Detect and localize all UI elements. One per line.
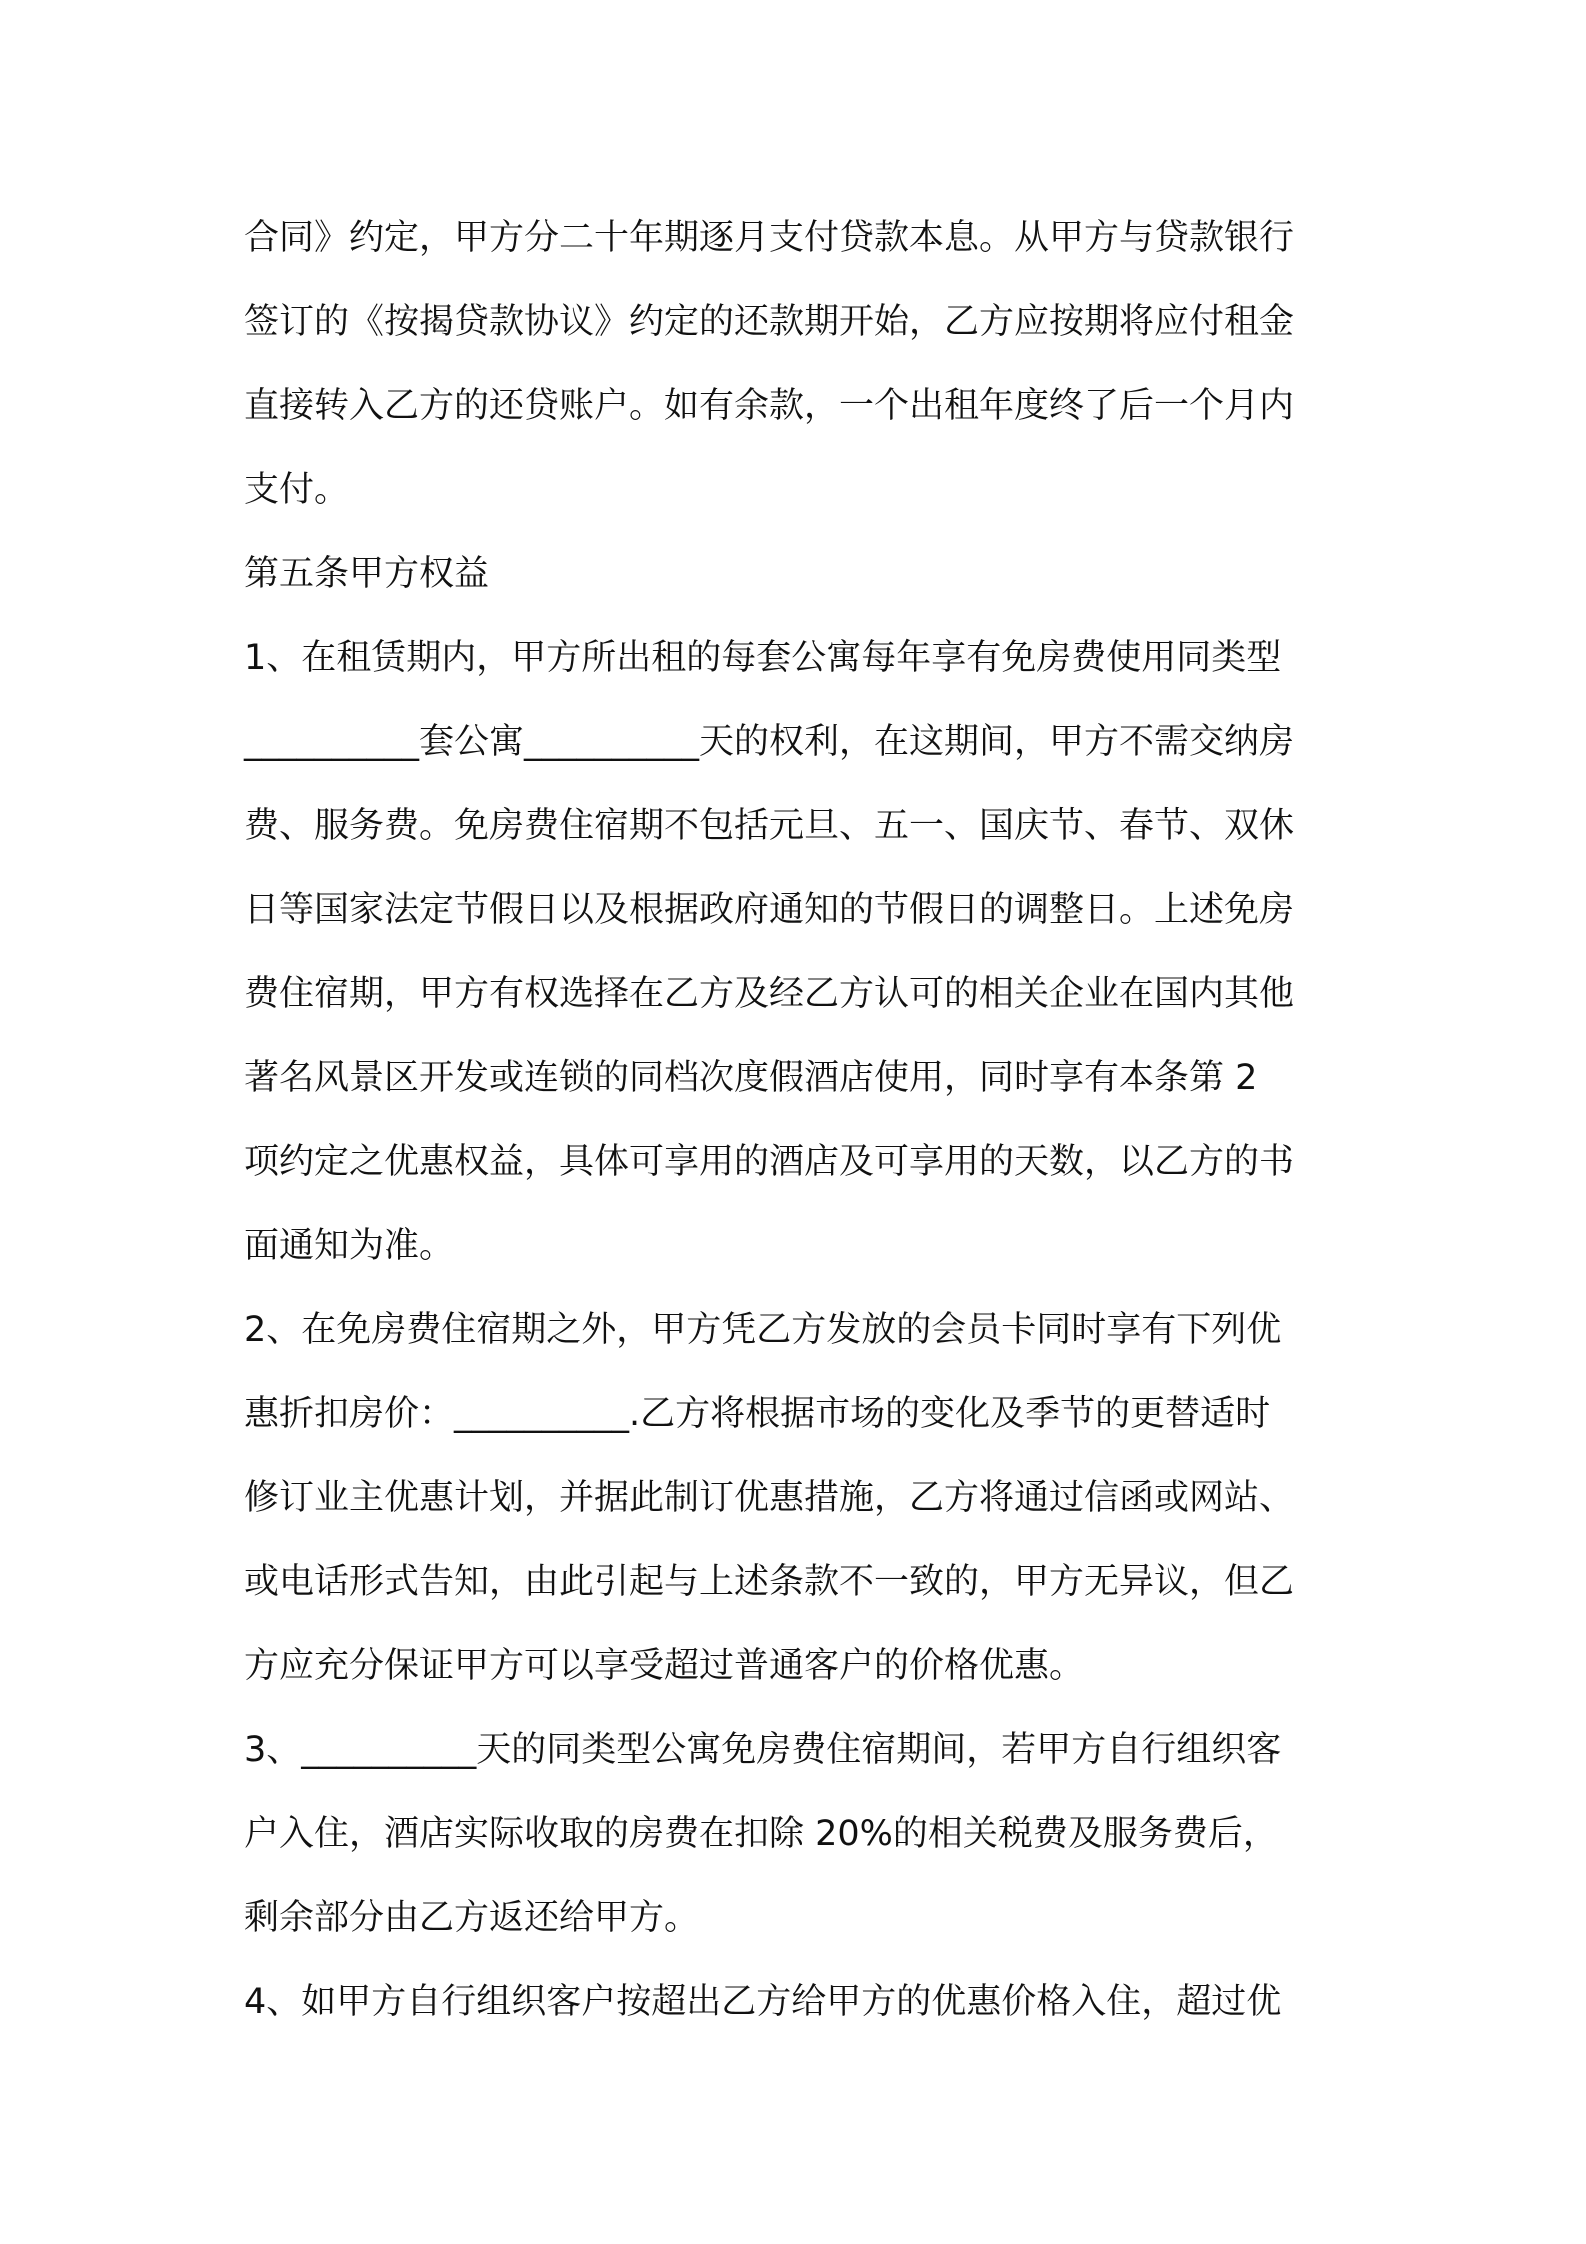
text-line-13: 面通知为准。 bbox=[244, 1226, 455, 1266]
text-line-22: 4、如甲方自行组织客户按超出乙方给甲方的优惠价格入住，超过优 bbox=[244, 1982, 1282, 2022]
text-line-4: 支付。 bbox=[244, 470, 350, 510]
text-line-16: 修订业主优惠计划，并据此制订优惠措施，乙方将通过信函或网站、 bbox=[244, 1478, 1295, 1518]
text-line-9: 日等国家法定节假日以及根据政府通知的节假日的调整日。上述免房 bbox=[244, 890, 1295, 930]
text-line-8: 费、服务费。免房费住宿期不包括元旦、五一、国庆节、春节、双休 bbox=[244, 806, 1295, 846]
text-line-6: 1、在租赁期内，甲方所出租的每套公寓每年享有免房费使用同类型 bbox=[244, 638, 1282, 678]
text-line-12: 项约定之优惠权益，具体可享用的酒店及可享用的天数，以乙方的书 bbox=[244, 1142, 1295, 1182]
text-line-7: __________套公寓__________天的权利，在这期间，甲方不需交纳房 bbox=[244, 722, 1295, 762]
text-line-21: 剩余部分由乙方返还给甲方。 bbox=[244, 1898, 700, 1938]
text-line-14: 2、在免房费住宿期之外，甲方凭乙方发放的会员卡同时享有下列优 bbox=[244, 1310, 1282, 1350]
text-line-19: 3、__________天的同类型公寓免房费住宿期间，若甲方自行组织客 bbox=[244, 1730, 1282, 1770]
text-line-11: 著名风景区开发或连锁的同档次度假酒店使用，同时享有本条第 2 bbox=[244, 1058, 1258, 1098]
text-line-18: 方应充分保证甲方可以享受超过普通客户的价格优惠。 bbox=[244, 1646, 1085, 1686]
section-heading: 第五条甲方权益 bbox=[244, 554, 490, 594]
text-line-20: 户入住，酒店实际收取的房费在扣除 20%的相关税费及服务费后， bbox=[244, 1814, 1278, 1854]
text-line-2: 签订的《按揭贷款协议》约定的还款期开始，乙方应按期将应付租金 bbox=[244, 302, 1295, 342]
text-line-3: 直接转入乙方的还贷账户。如有余款，一个出租年度终了后一个月内 bbox=[244, 386, 1295, 426]
text-line-15: 惠折扣房价：__________.乙方将根据市场的变化及季节的更替适时 bbox=[244, 1394, 1271, 1434]
text-line-17: 或电话形式告知，由此引起与上述条款不一致的，甲方无异议，但乙 bbox=[244, 1562, 1295, 1602]
document-body bbox=[244, 196, 1364, 2044]
text-line-1: 合同》约定，甲方分二十年期逐月支付贷款本息。从甲方与贷款银行 bbox=[244, 218, 1295, 258]
text-line-10: 费住宿期，甲方有权选择在乙方及经乙方认可的相关企业在国内其他 bbox=[244, 974, 1295, 1014]
